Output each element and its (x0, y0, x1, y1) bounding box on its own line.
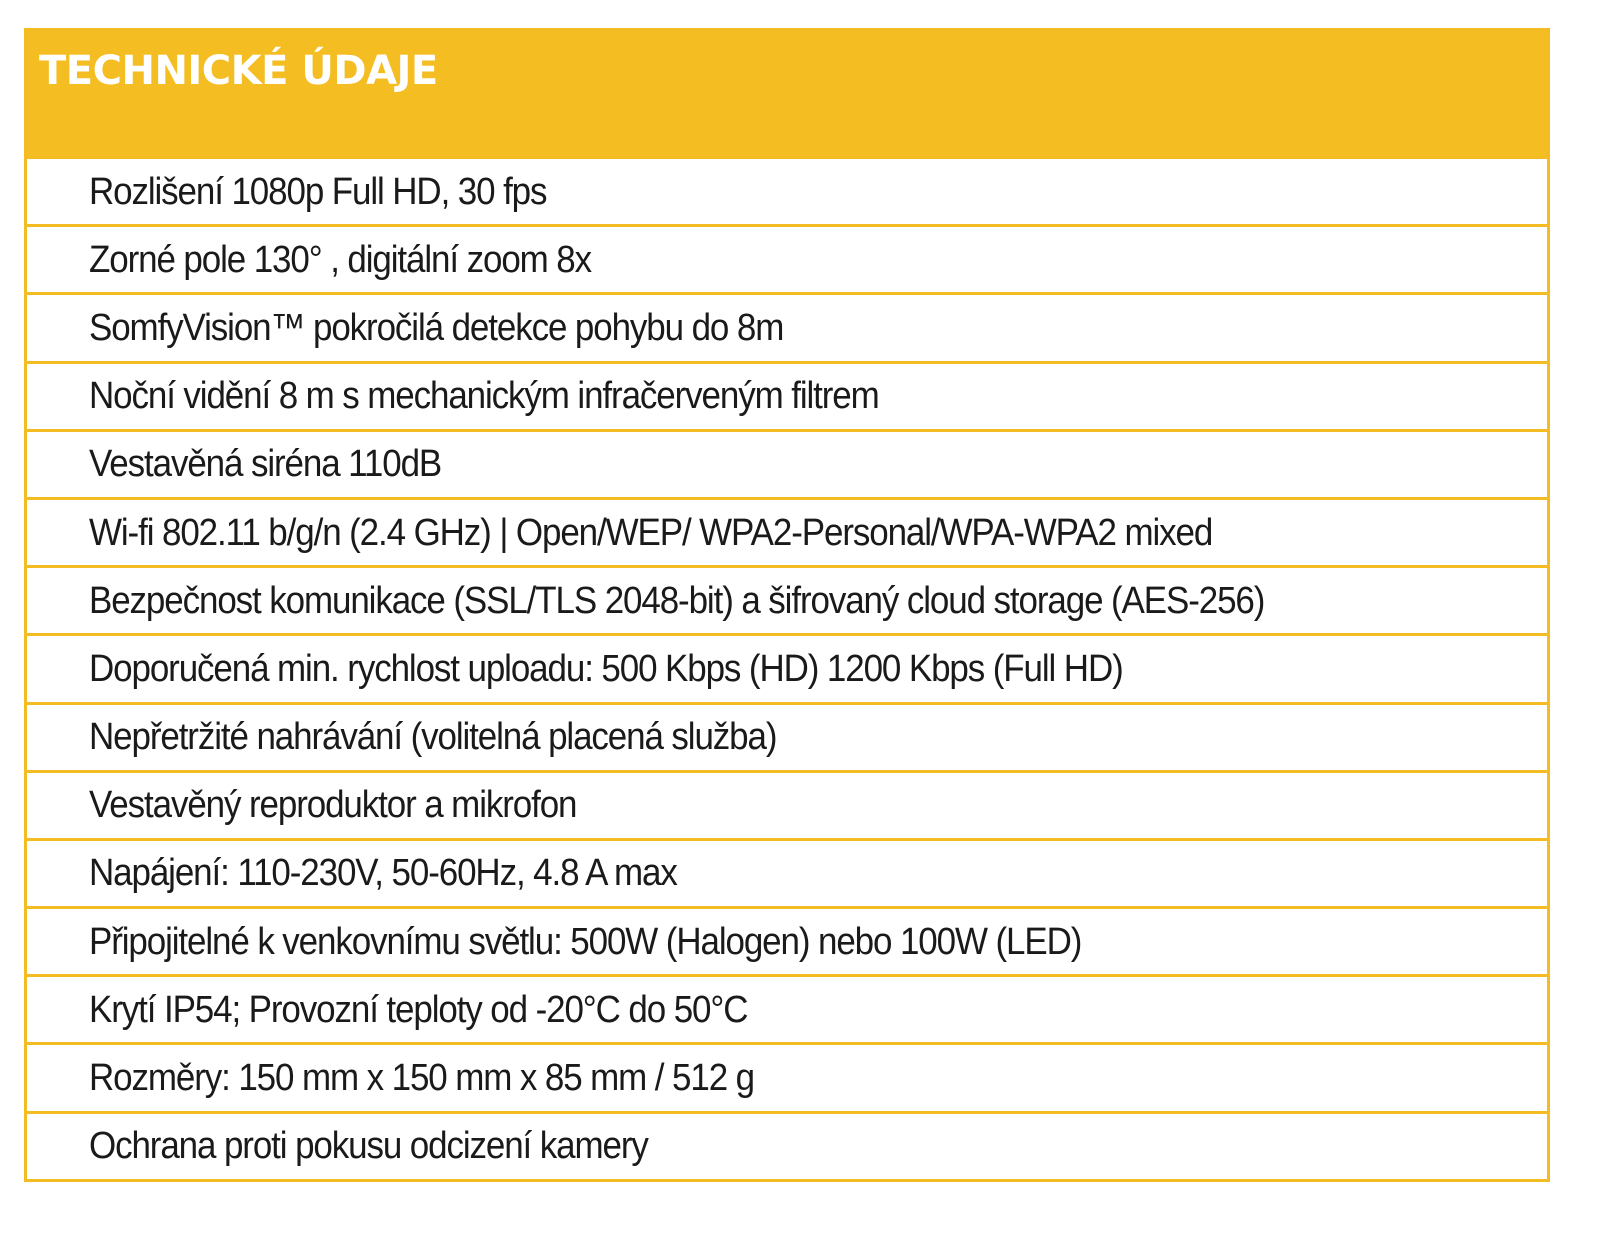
table-row (27, 974, 1547, 1042)
table-row (27, 1111, 1547, 1179)
table-row (27, 906, 1547, 974)
spec-row-text: Nepřetržité nahrávání (volitelná placená služba) (89, 716, 777, 759)
table-row (27, 361, 1547, 429)
spec-row-text: Ochrana proti pokusu odcizení kamery (89, 1125, 648, 1168)
spec-row-text: Wi-fi 802.11 b/g/n (2.4 GHz) | Open/WEP/ WPA2-Personal/WPA-WPA2 mixed (89, 511, 1213, 554)
spec-row-text: Krytí IP54; Provozní teploty od -20°C do 50°C (89, 988, 748, 1031)
table-row (27, 633, 1547, 701)
table-header (27, 31, 1547, 156)
spec-row-text: Připojitelné k venkovnímu světlu: 500W (Halogen) nebo 100W (LED) (89, 920, 1082, 963)
table-row (27, 838, 1547, 906)
spec-row-text: Vestavěný reproduktor a mikrofon (89, 784, 577, 827)
table-row (27, 702, 1547, 770)
spec-row-text: Doporučená min. rychlost uploadu: 500 Kbps (HD) 1200 Kbps (Full HD) (89, 647, 1123, 690)
spec-row-text: Napájení: 110-230V, 50-60Hz, 4.8 A max (89, 852, 677, 895)
spec-row-text: Bezpečnost komunikace (SSL/TLS 2048-bit) a šifrovaný cloud storage (AES-256) (89, 579, 1265, 622)
table-row (27, 292, 1547, 360)
technical-specs-table (24, 28, 1550, 1182)
spec-row-text: Noční vidění 8 m s mechanickým infračerveným filtrem (89, 375, 879, 418)
table-row (27, 156, 1547, 224)
spec-row-text: Zorné pole 130° , digitální zoom 8x (89, 238, 592, 281)
table-title: TECHNICKÉ ÚDAJE (39, 48, 438, 94)
table-row (27, 429, 1547, 497)
table-row (27, 1042, 1547, 1110)
table-row (27, 224, 1547, 292)
spec-row-text: SomfyVision™ pokročilá detekce pohybu do 8m (89, 306, 784, 349)
spec-row-text: Rozlišení 1080p Full HD, 30 fps (89, 170, 547, 213)
table-row (27, 497, 1547, 565)
table-row (27, 565, 1547, 633)
spec-row-text: Vestavěná siréna 110dB (89, 443, 442, 486)
spec-row-text: Rozměry: 150 mm x 150 mm x 85 mm / 512 g (89, 1057, 754, 1100)
table-row (27, 770, 1547, 838)
